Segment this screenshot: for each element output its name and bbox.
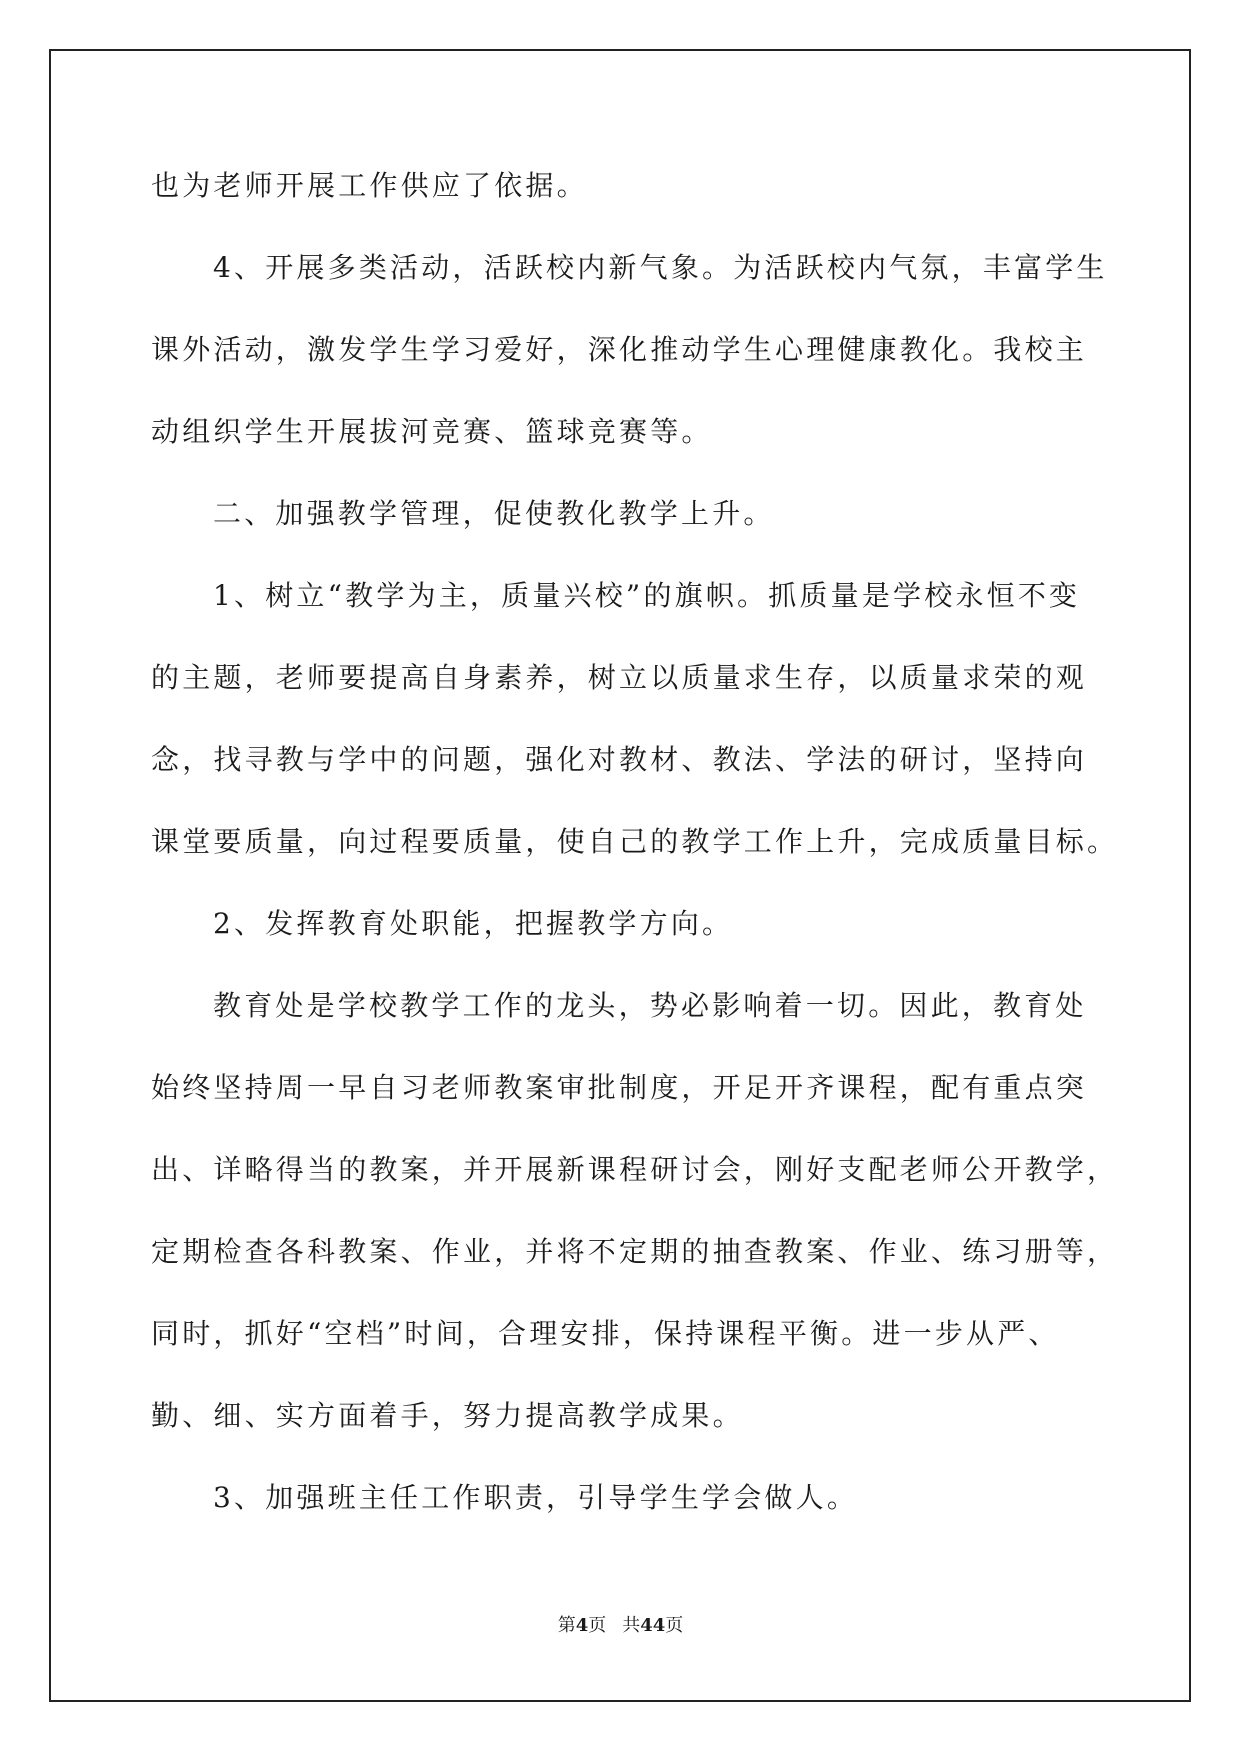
paragraph-line: 课堂要质量，向过程要质量，使自己的教学工作上升，完成质量目标。 [151,825,1119,858]
paragraph-line: 教育处是学校教学工作的龙头，势必影响着一切。因此，教育处 [213,989,1087,1022]
paragraph-line: 4、开展多类活动，活跃校内新气象。为活跃校内气氛，丰富学生 [213,251,1108,284]
paragraph-line: 1、树立“教学为主，质量兴校”的旗帜。抓质量是学校永恒不变 [213,579,1081,612]
paragraph-line: 出、详略得当的教案，并开展新课程研讨会，刚好支配老师公开教学， [151,1153,1119,1186]
page-number: 4 [575,1615,589,1636]
paragraph-line: 也为老师开展工作供应了依据。 [151,169,588,202]
paragraph-line: 3、加强班主任工作职责，引导学生学会做人。 [213,1481,859,1514]
paragraph-line: 定期检查各科教案、作业，并将不定期的抽查教案、作业、练习册等， [151,1235,1119,1268]
page-footer [0,1614,1241,1638]
paragraph-line: 2、发挥教育处职能，把握教学方向。 [213,907,734,940]
page-suffix: 页 [588,1615,607,1636]
paragraph-line: 始终坚持周一早自习老师教案审批制度，开足开齐课程，配有重点突 [151,1071,1088,1104]
paragraph-line: 的主题，老师要提高自身素养，树立以质量求生存，以质量求荣的观 [151,661,1088,694]
paragraph-line: 动组织学生开展拔河竞赛、篮球竞赛等。 [151,415,713,448]
page-border [49,49,1191,1702]
page-prefix: 第 [557,1615,576,1636]
paragraph-line: 同时，抓好“空档”时间，合理安排，保持课程平衡。进一步从严、 [151,1317,1060,1350]
paragraph-line: 念，找寻教与学中的问题，强化对教材、教法、学法的研讨，坚持向 [151,743,1088,776]
paragraph-line: 课外活动，激发学生学习爱好，深化推动学生心理健康教化。我校主 [151,333,1088,366]
total-suffix: 页 [665,1615,684,1636]
total-prefix: 共 [622,1615,641,1636]
paragraph-line: 勤、细、实方面着手，努力提高教学成果。 [151,1399,744,1432]
total-pages: 44 [640,1615,666,1636]
section-heading: 二、加强教学管理，促使教化教学上升。 [213,497,775,530]
